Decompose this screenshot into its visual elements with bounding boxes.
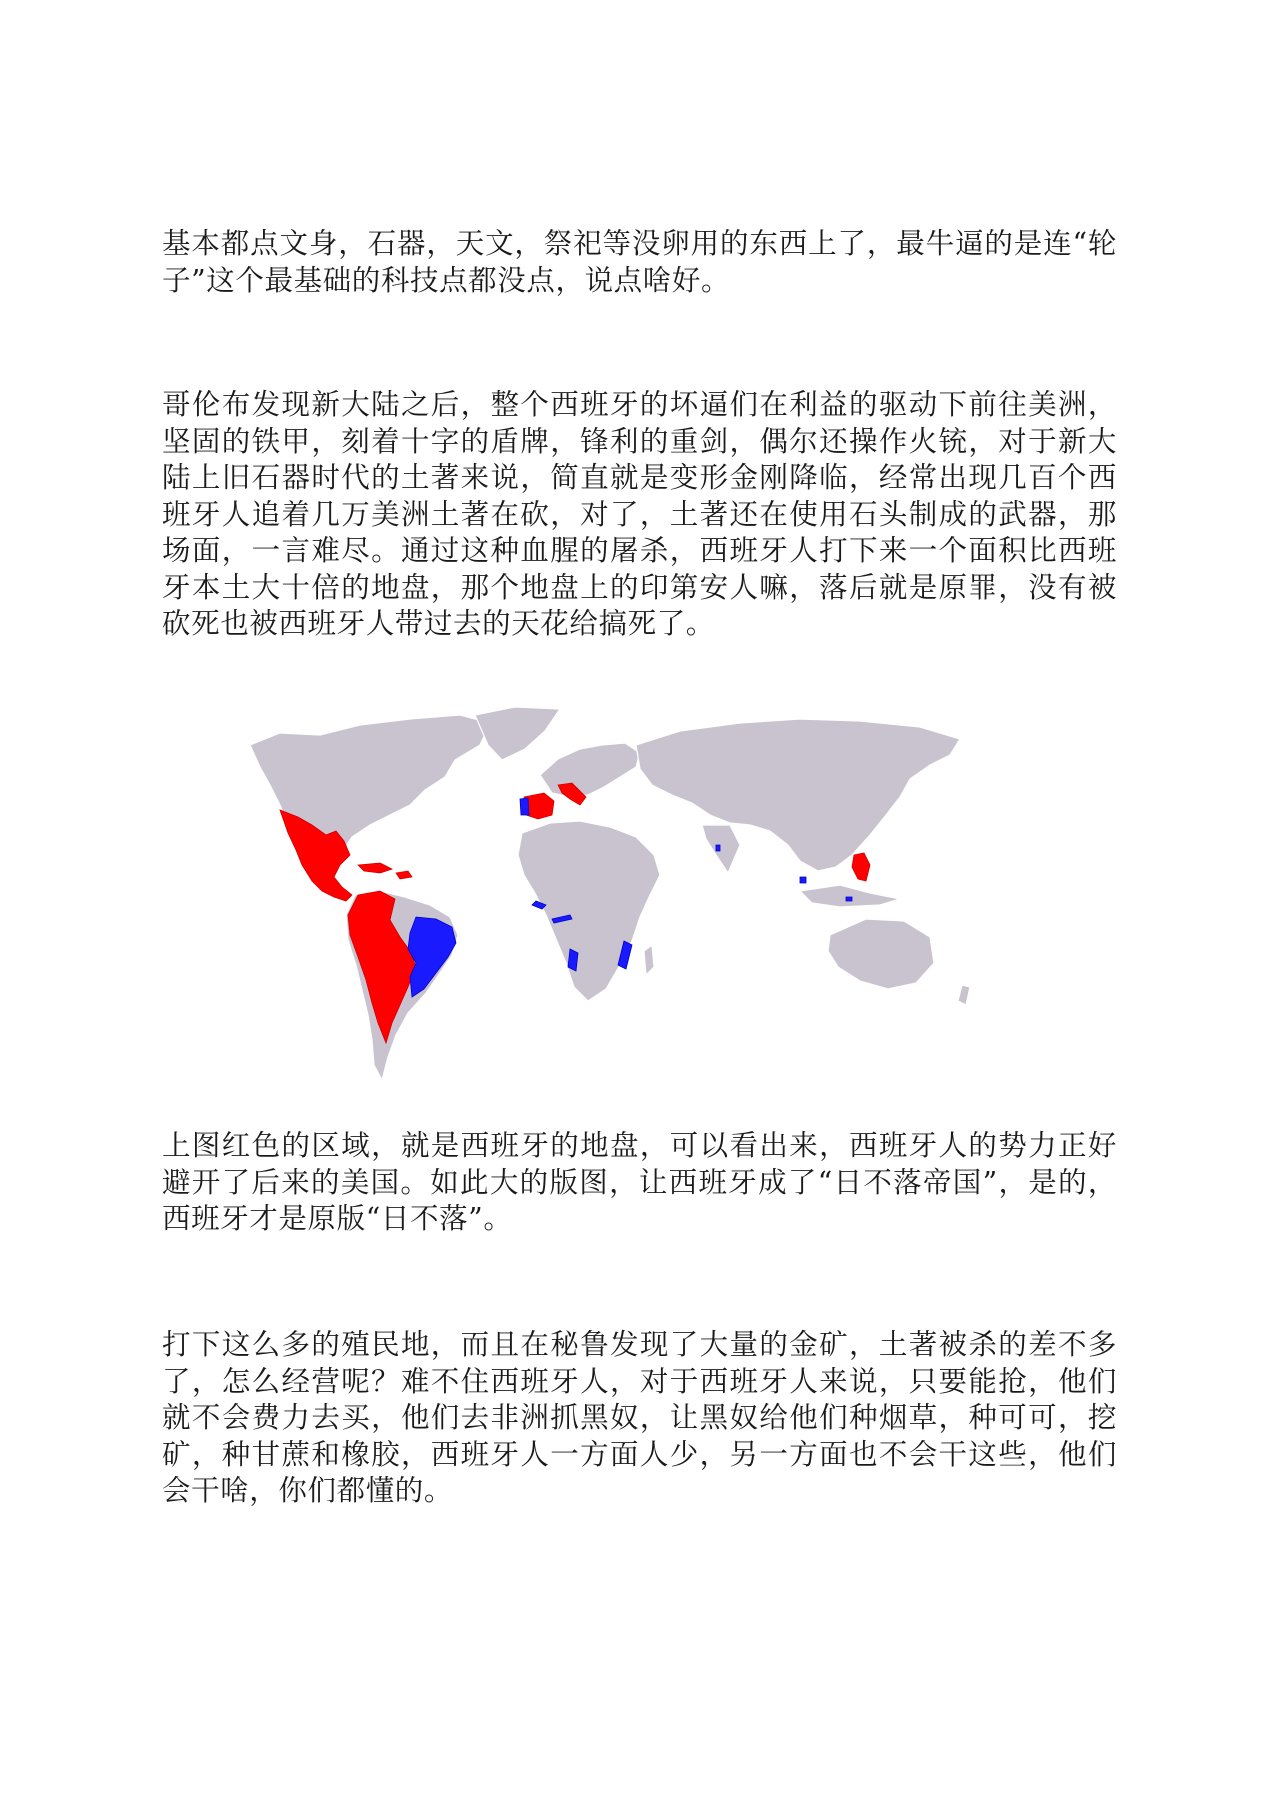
world-map-figure: [240, 705, 1040, 1105]
europe-landmass: [540, 743, 640, 797]
asia-landmass: [636, 719, 960, 871]
southeast-asia-islands: [800, 885, 900, 907]
paragraph-3: 上图红色的区域，就是西班牙的地盘，可以看出来，西班牙人的势力正好避开了后来的美国。如此大的版图，让西班牙成了“日不落帝国”，是的，西班牙才是原版“日不落”。: [162, 1129, 1117, 1235]
paragraph-1: 基本都点文身，石器，天文，祭祀等没卵用的东西上了，最牛逼的是连“轮子”这个最基础的科技点都没点，说点啥好。: [162, 227, 1117, 297]
philippines-region: [852, 853, 870, 881]
australia-landmass: [828, 919, 934, 989]
paragraph-2: 哥伦布发现新大陆之后，整个西班牙的坏逼们在利益的驱动下前往美洲，坚固的铁甲，刻着十字的盾牌，锋利的重剑，偶尔还操作火铳，对于新大陆上旧石器时代的土著来说，简直就是变形金刚降临，经常出现几百个西班牙人追着几万美洲土著在砍，对了，土著还在使用石头制成的武器，那场面，一言难尽。通过这种血腥的屠杀，西班牙人打下来一个面积比西班牙本土大十倍的地盘，那个地盘上的印第安人嘛，落后就是原罪，没有被砍死也被西班牙人带过去的天花给搞死了。: [162, 388, 1117, 640]
new-zealand-landmass: [958, 985, 970, 1005]
africa-landmass: [518, 821, 660, 1001]
caribbean-islands: [358, 863, 412, 879]
paragraph-4: 打下这么多的殖民地，而且在秘鲁发现了大量的金矿，土著被杀的差不多了，怎么经营呢？难不住西班牙人，对于西班牙人来说，只要能抢，他们就不会费力去买，他们去非洲抓黑奴，让黑奴给他们种烟草，种可可，挖矿，种甘蔗和橡胶，西班牙人一方面人少，另一方面也不会干这些，他们会干啥，你们都懂的。: [162, 1328, 1117, 1507]
india-landmass: [702, 825, 740, 873]
north-america-landmass: [250, 715, 490, 880]
madagascar-landmass: [644, 945, 654, 975]
world-map-svg: [240, 705, 1040, 1105]
greenland-landmass: [475, 707, 560, 760]
portugal-region: [520, 798, 529, 815]
portuguese-angola-coast: [568, 949, 578, 971]
